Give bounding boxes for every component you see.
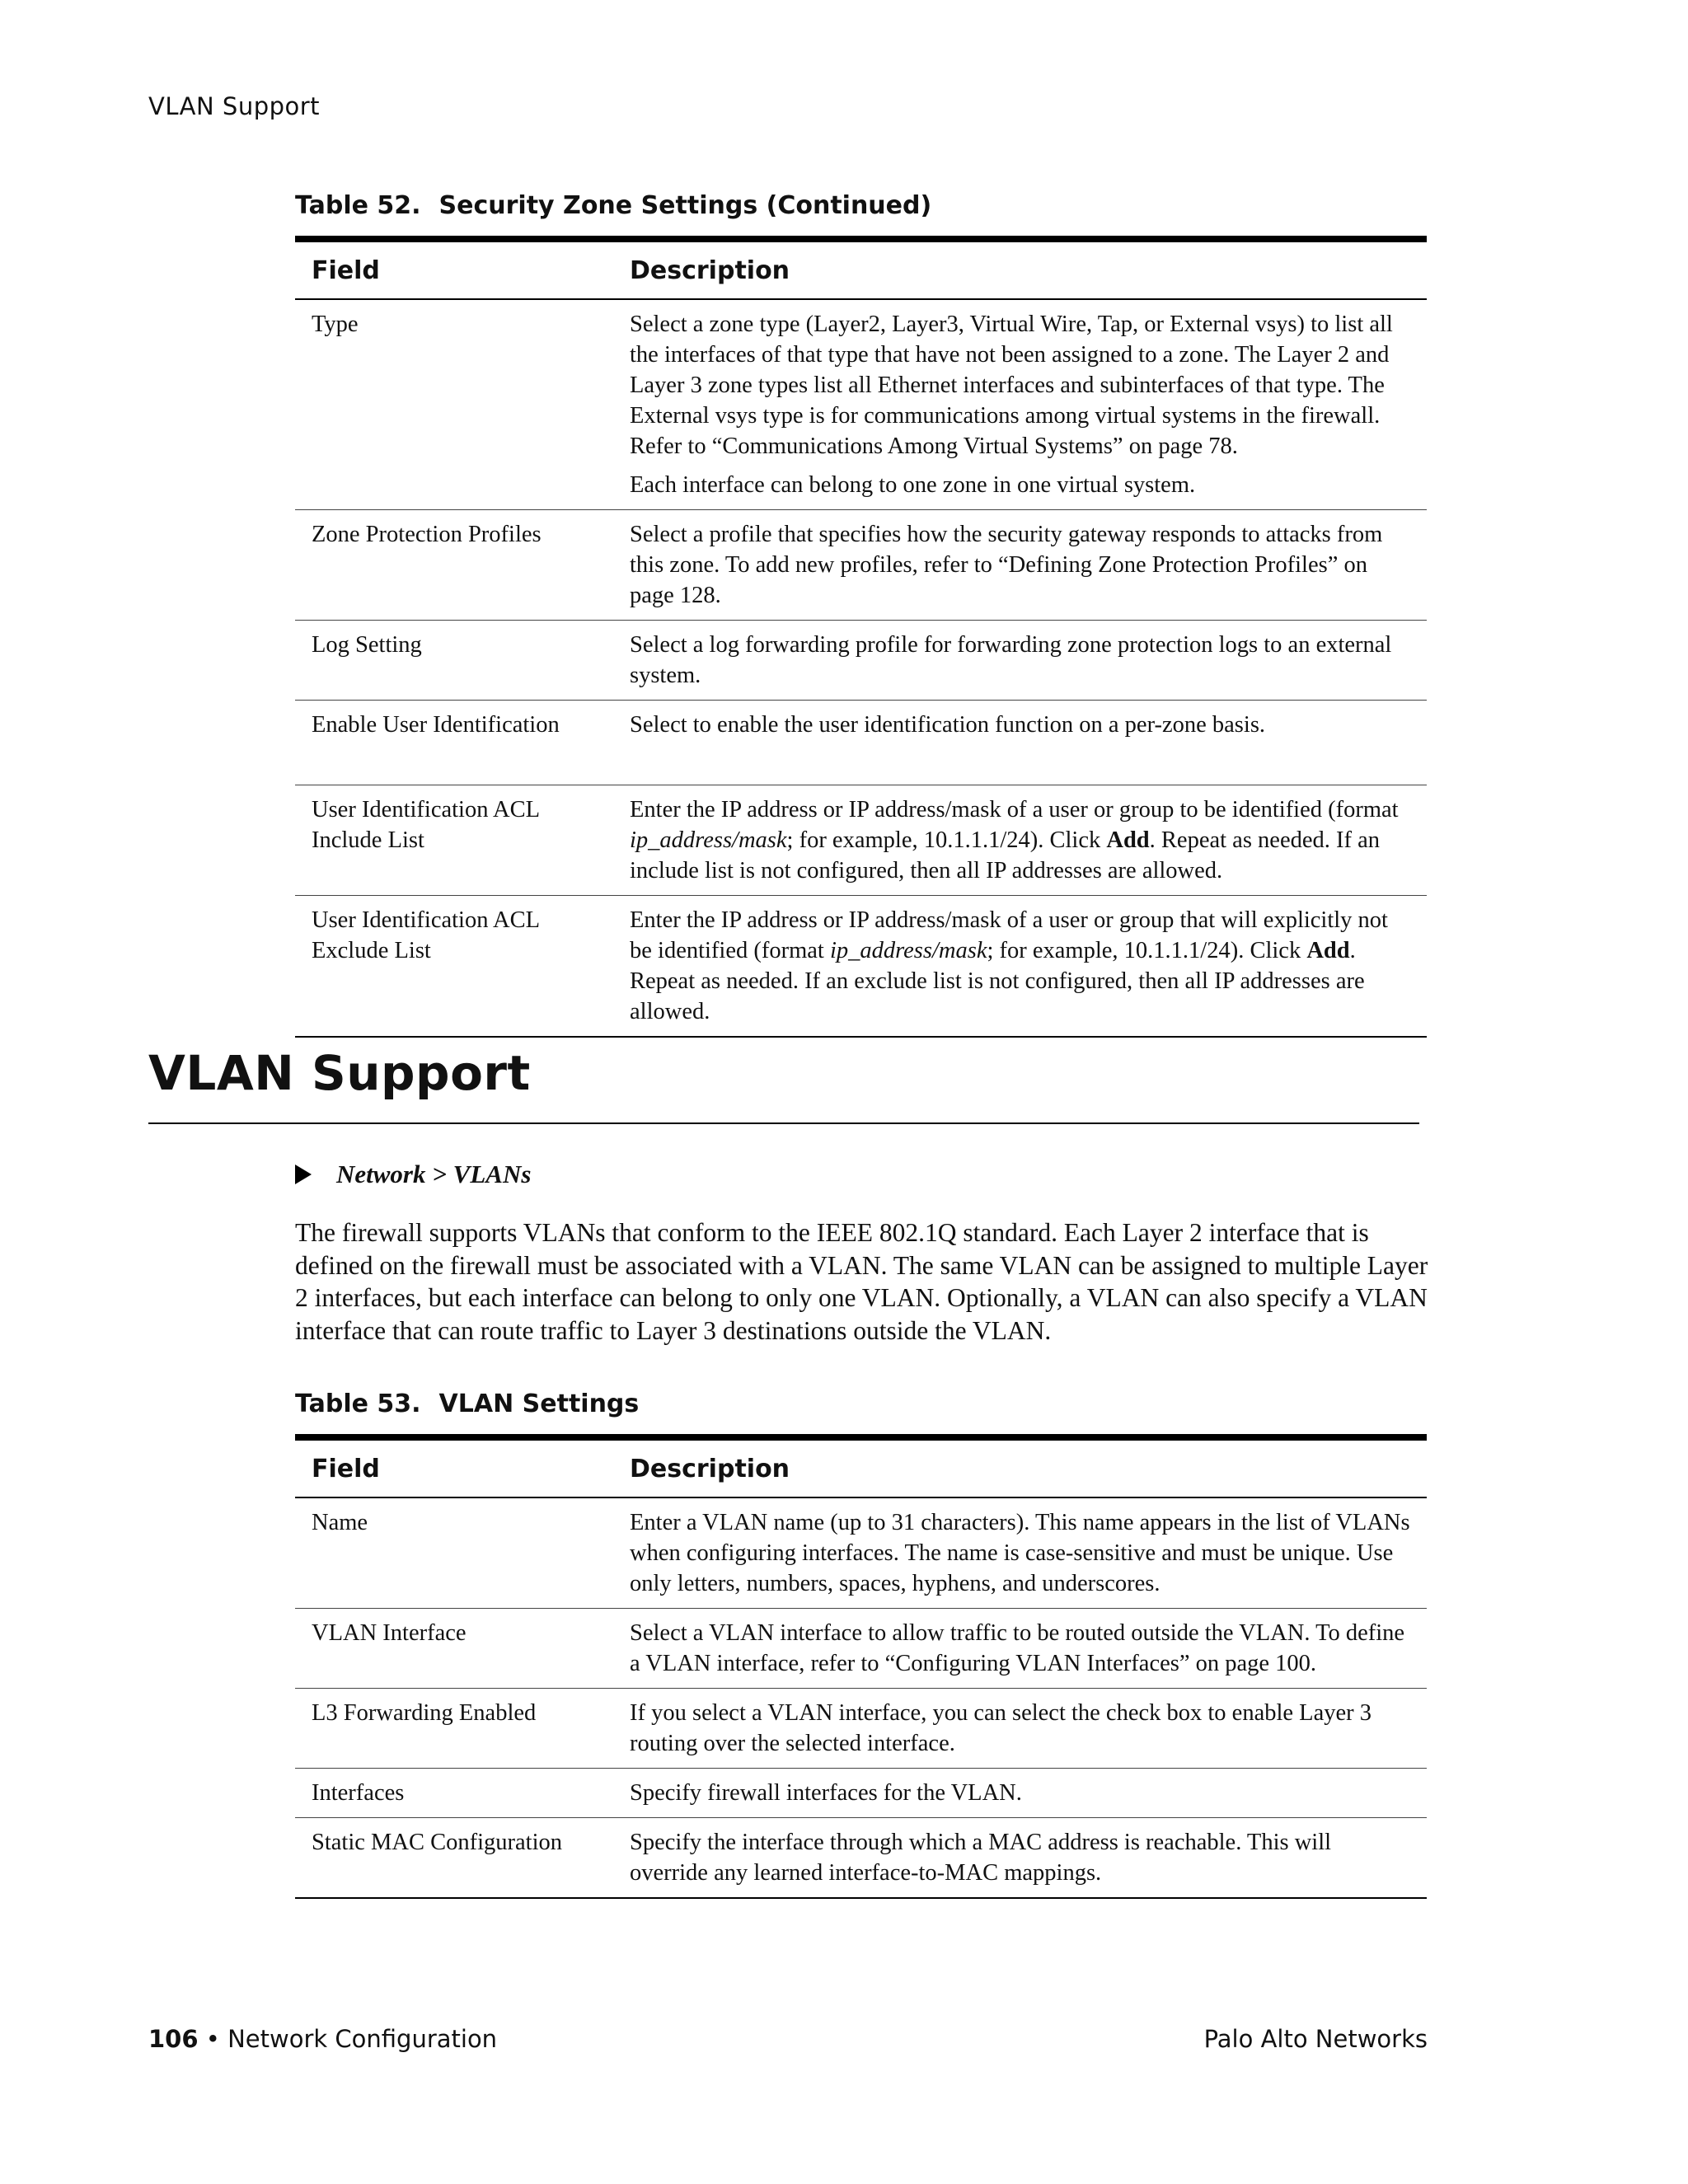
description-cell — [613, 510, 1427, 621]
company-name: Palo Alto Networks — [1203, 2025, 1428, 2053]
page-footer-left — [148, 2025, 497, 2053]
chapter-name: Network Configuration — [227, 2025, 498, 2053]
description-cell: Specify firewall interfaces for the VLAN. — [613, 1769, 1427, 1818]
description-cell: Specify the interface through which a MAC address is reachable. This will override any learned interface-to-MAC mappings. — [613, 1818, 1427, 1899]
table-53-header-description: Description — [613, 1437, 1427, 1497]
table-row — [295, 299, 1427, 510]
table-52-header-description: Description — [613, 239, 1427, 299]
description-paragraph: Select a log forwarding profile for forwarding zone protection logs to an external system. — [630, 632, 1392, 688]
table-row — [295, 1769, 1427, 1818]
field-cell: L3 Forwarding Enabled — [295, 1689, 613, 1769]
description-paragraph: Enter the IP address or IP address/mask of a user or group to be identified (format ip_address/mask; for example, 10.1.1.1/24). Click Add. Repeat as needed. If an include list is not configured, then all IP addresses are allowed. — [630, 797, 1399, 883]
description-cell — [613, 896, 1427, 1038]
page-number: 106 — [148, 2025, 199, 2053]
field-cell: Log Setting — [295, 621, 613, 701]
navigation-path-text: Network > VLANs — [336, 1160, 532, 1188]
field-cell: Name — [295, 1497, 613, 1609]
field-cell: Type — [295, 299, 613, 510]
field-cell: Enable User Identification — [295, 701, 613, 785]
field-cell: Interfaces — [295, 1769, 613, 1818]
table-52-number: Table 52. — [295, 191, 421, 220]
field-cell: User Identification ACL Include List — [295, 785, 613, 896]
running-header: VLAN Support — [148, 92, 321, 120]
field-cell: Zone Protection Profiles — [295, 510, 613, 621]
table-53-header-field: Field — [295, 1437, 613, 1497]
description-paragraph: Select a profile that specifies how the security gateway responds to attacks from this zone. To add new profiles, refer to “Defining Zone Protection Profiles” on page 128. — [630, 522, 1383, 608]
field-cell: User Identification ACL Exclude List — [295, 896, 613, 1038]
description-cell — [613, 299, 1427, 510]
description-paragraph: Each interface can belong to one zone in one virtual system. — [630, 472, 1196, 498]
description-cell — [613, 701, 1427, 785]
triangle-bullet-icon — [295, 1165, 312, 1184]
table-row — [295, 621, 1427, 701]
table-row — [295, 510, 1427, 621]
description-cell — [613, 621, 1427, 701]
description-cell: Select a VLAN interface to allow traffic to be routed outside the VLAN. To define a VLAN interface, refer to “Configuring VLAN Interfaces” on page 100. — [613, 1609, 1427, 1689]
table-row — [295, 1689, 1427, 1769]
field-cell: Static MAC Configuration — [295, 1818, 613, 1899]
field-cell: VLAN Interface — [295, 1609, 613, 1689]
table-53-caption: VLAN Settings — [438, 1390, 640, 1418]
description-paragraph: Select a zone type (Layer2, Layer3, Virtual Wire, Tap, or External vsys) to list all the interfaces of that type that have not been assigned to a zone. The Layer 2 and Layer 3 zone types list all Ethernet interfaces and subinterfaces of that type. The External vsys type is for communications among virtual systems in the firewall. Refer to “Communications Among Virtual Systems” on page 78. — [630, 312, 1393, 459]
section-divider — [148, 1122, 1419, 1124]
description-cell — [613, 785, 1427, 896]
table-52-caption: Security Zone Settings (Continued) — [438, 191, 932, 220]
description-cell: If you select a VLAN interface, you can select the check box to enable Layer 3 routing over the selected interface. — [613, 1689, 1427, 1769]
table-52 — [295, 236, 1427, 1038]
table-row — [295, 701, 1427, 785]
footer-bullet: • — [205, 2025, 220, 2053]
table-row — [295, 1818, 1427, 1899]
table-53 — [295, 1434, 1427, 1899]
table-53-title — [295, 1390, 639, 1418]
table-52-header-field: Field — [295, 239, 613, 299]
table-52-title — [295, 191, 931, 220]
description-cell: Enter a VLAN name (up to 31 characters). This name appears in the list of VLANs when configuring interfaces. The name is case-sensitive and must be unique. Use only letters, numbers, spaces, hyphens, and underscores. — [613, 1497, 1427, 1609]
intro-paragraph: The firewall supports VLANs that conform to the IEEE 802.1Q standard. Each Layer 2 interface that is defined on the firewall must be associated with a VLAN. The same VLAN can be assigned to multiple Layer 2 interfaces, but each interface can belong to only one VLAN. Optionally, a VLAN can also specify a VLAN interface that can route traffic to Layer 3 destinations outside the VLAN. — [295, 1218, 1428, 1345]
table-row — [295, 1609, 1427, 1689]
section-heading: VLAN Support — [148, 1045, 531, 1101]
table-row — [295, 896, 1427, 1038]
navigation-path — [295, 1160, 531, 1189]
description-paragraph: Enter the IP address or IP address/mask of a user or group that will explicitly not be identified (format ip_address/mask; for example, 10.1.1.1/24). Click Add. Repeat as needed. If an exclude list is not configured, then all IP addresses are allowed. — [630, 907, 1388, 1024]
table-53-number: Table 53. — [295, 1390, 421, 1418]
table-row — [295, 785, 1427, 896]
table-row — [295, 1497, 1427, 1609]
description-paragraph: Select to enable the user identification function on a per-zone basis. — [630, 712, 1266, 738]
